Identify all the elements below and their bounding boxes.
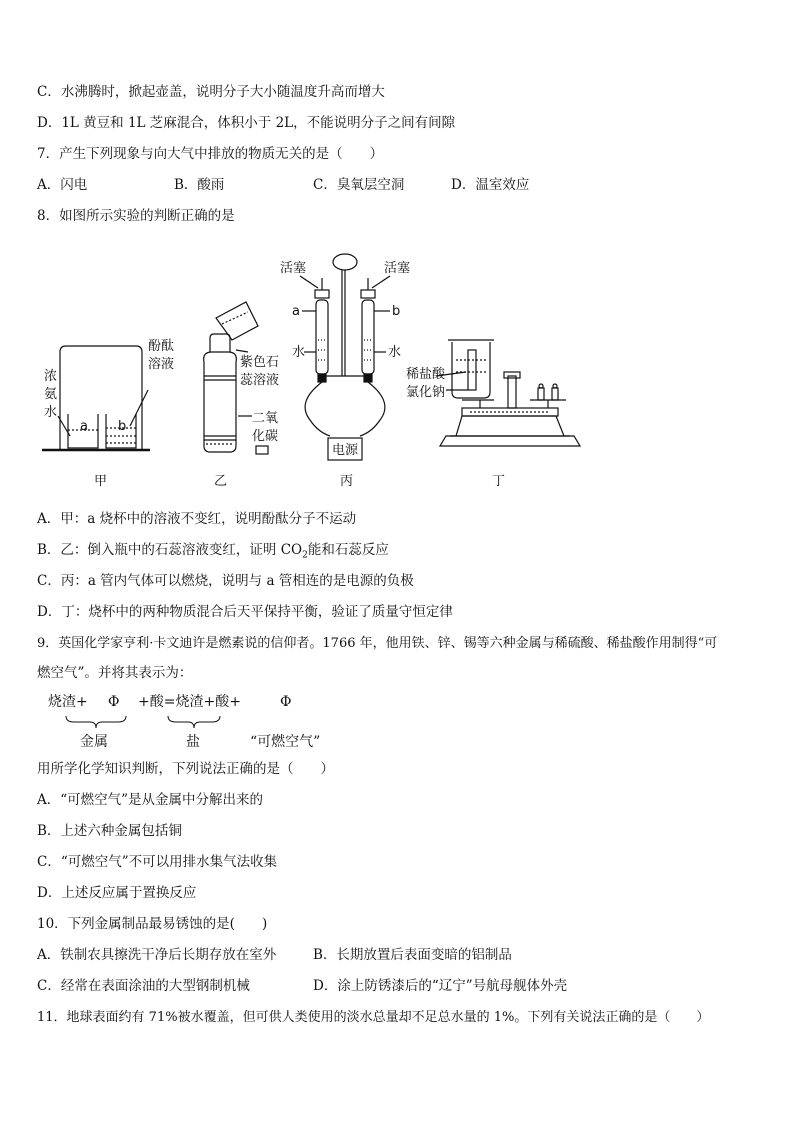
q9-option-c: C．“可燃空气”不可以用排水集气法收集 [37, 854, 278, 870]
jia-label-conc-3: 水 [44, 405, 58, 420]
q9-eq-part2: +酸=烧渣+酸+ [138, 694, 241, 710]
q10-option-c: C．经常在表面涂油的大型钢制机械 [37, 978, 250, 994]
jia-label-conc-2: 氨 [44, 387, 58, 402]
jia-beaker-b: b [118, 419, 127, 434]
bing-stopcock-right: 活塞 [384, 261, 411, 276]
yi-label-litmus-2: 蕊溶液 [240, 373, 280, 388]
q8-option-b-main: B．乙：倒入瓶中的石蕊溶液变红，证明 CO [37, 542, 303, 558]
jia-label: 甲 [94, 474, 108, 489]
q9-eq-phi1: Φ [108, 694, 120, 710]
q9-option-b: B．上述六种金属包括铜 [37, 823, 182, 839]
yi-label-litmus-1: 紫色石 [240, 355, 280, 370]
q9-eq-phi2: Φ [280, 694, 292, 710]
jia-apparatus [42, 346, 150, 450]
q8-option-c: C．丙：a 管内气体可以燃烧，说明与 a 管相连的是电源的负极 [37, 573, 414, 589]
yi-label-co2-1: 二氧 [252, 411, 279, 426]
q8-option-d: D．丁：烧杯中的两种物质混合后天平保持平衡，验证了质量守恒定律 [37, 604, 453, 620]
q7-option-c: C．臭氧层空洞 [313, 177, 405, 193]
q9-stem-line3: 用所学化学知识判断，下列说法正确的是（ ） [37, 761, 334, 777]
q7-option-b: B．酸雨 [174, 177, 225, 193]
bing-water-left: 水 [292, 345, 306, 360]
q9-option-d: D．上述反应属于置换反应 [37, 885, 197, 901]
q9-brace-label-gas: “可燃空气” [250, 734, 321, 750]
bing-tube-a: a [292, 304, 300, 319]
bing-water-right: 水 [388, 345, 402, 360]
bing-stopcock-left: 活塞 [280, 261, 307, 276]
ding-label: 丁 [492, 474, 506, 489]
q8-option-b-tail: 能和石蕊反应 [307, 542, 389, 558]
q6-option-d: D．1L 黄豆和 1L 芝麻混合，体积小于 2L，不能说明分子之间有间隙 [37, 115, 456, 131]
q11-stem: 11．地球表面约有 71%被水覆盖，但可供人类使用的淡水总量却不足总水量的 1%。下列有关说法正确的是（ ） [37, 1010, 710, 1025]
q7-option-a: A．闪电 [37, 177, 88, 193]
q6-option-c: C．水沸腾时，掀起壶盖，说明分子大小随温度升高而增大 [37, 84, 385, 100]
q9-braces [0, 712, 794, 742]
q9-brace-label-salt: 盐 [186, 734, 200, 750]
q9-brace-label-metal: 金属 [80, 734, 108, 750]
jia-label-phenol-2: 溶液 [148, 357, 175, 372]
ding-nacl: 氯化钠 [406, 385, 446, 400]
bing-tube-b: b [392, 304, 401, 319]
q8-figure [0, 240, 794, 500]
bing-apparatus [300, 254, 390, 460]
q8-option-b-sub: 2 [302, 550, 308, 561]
yi-label-co2-2: 化碳 [252, 429, 279, 444]
q8-stem: 8．如图所示实验的判断正确的是 [37, 208, 235, 224]
bing-label: 丙 [340, 474, 354, 489]
jia-label-conc-1: 浓 [44, 369, 58, 384]
q7-option-d: D．温室效应 [451, 177, 530, 193]
q7-stem: 7．产生下列现象与向大气中排放的物质无关的是（ ） [37, 146, 384, 162]
ding-hcl: 稀盐酸 [406, 367, 446, 382]
q9-option-a: A．“可燃空气”是从金属中分解出来的 [37, 792, 264, 808]
bing-power: 电源 [332, 443, 359, 458]
q9-eq-part1: 烧渣+ [48, 694, 88, 710]
q8-option-a: A．甲：a 烧杯中的溶液不变红，说明酚酞分子不运动 [37, 511, 357, 527]
q10-option-b: B．长期放置后表面变暗的铝制品 [313, 947, 512, 963]
q9-stem-line1: 9．英国化学家亨利·卡文迪许是燃素说的信仰者。1766 年，他用铁、锌、锡等六种金属与稀硫酸、稀盐酸作用制得“可 [37, 636, 718, 651]
q10-stem: 10．下列金属制品最易锈蚀的是( ) [37, 916, 268, 932]
q10-option-a: A．铁制农具擦洗干净后长期存放在室外 [37, 947, 277, 963]
ding-apparatus [436, 340, 580, 446]
jia-label-phenol-1: 酚酞 [148, 339, 175, 354]
q8-option-b [37, 541, 389, 565]
yi-label: 乙 [214, 474, 228, 489]
jia-beaker-a: a [80, 419, 88, 434]
q10-option-d: D．涂上防锈漆后的“辽宁”号航母舰体外壳 [313, 978, 568, 994]
q9-stem-line2: 燃空气”。并将其表示为： [37, 665, 193, 681]
